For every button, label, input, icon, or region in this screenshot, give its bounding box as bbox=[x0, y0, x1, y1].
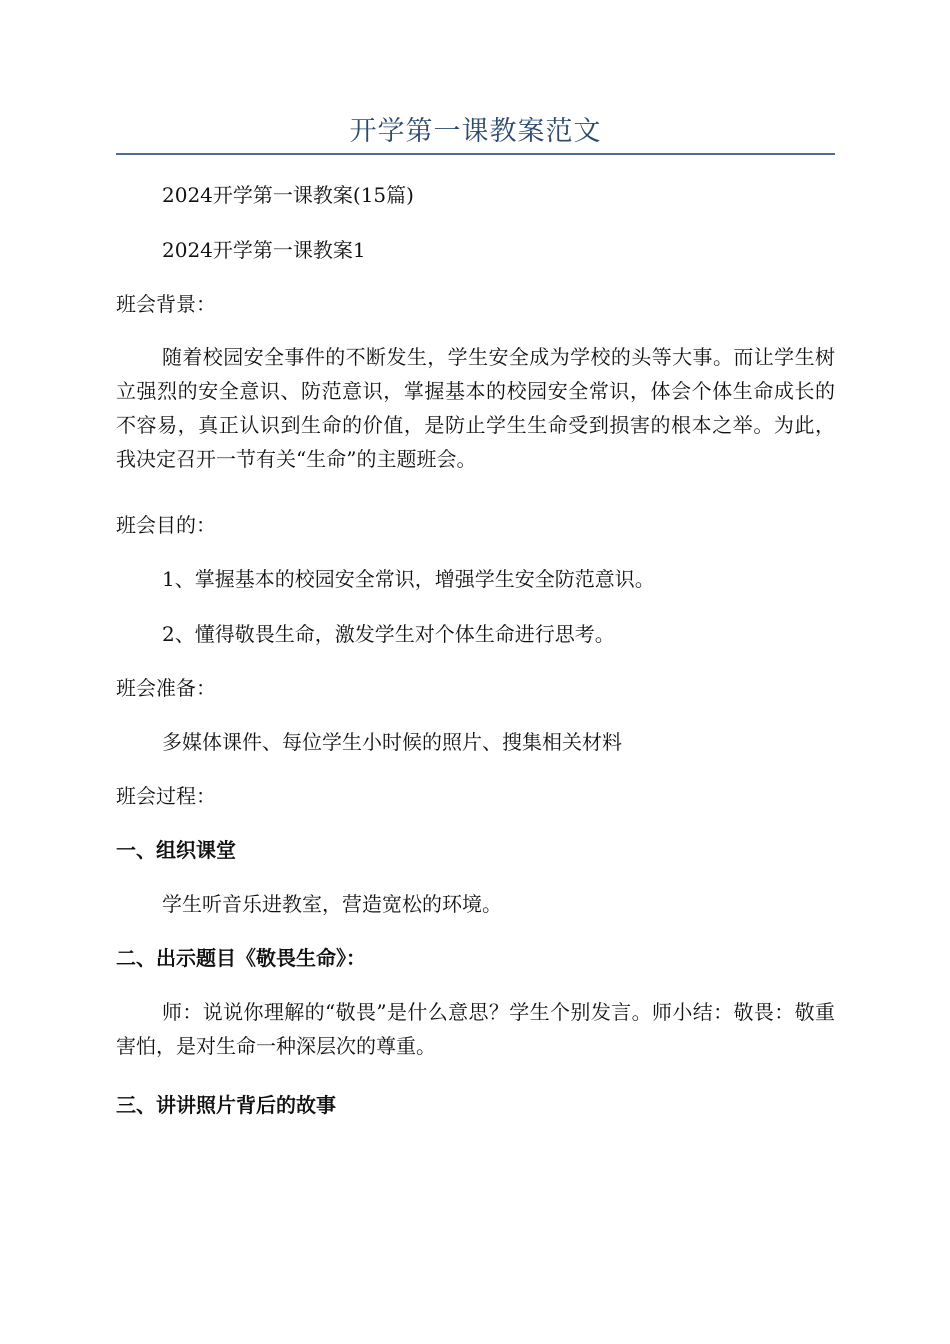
preparation-heading: 班会准备： bbox=[116, 676, 216, 700]
section-2-heading: 二、出示题目《敬畏生命》： bbox=[116, 946, 366, 970]
preparation-body: 多媒体课件、每位学生小时候的照片、搜集相关材料 bbox=[162, 730, 622, 754]
section-2-paragraph: 师：说说你理解的“敬畏”是什么意思？学生个别发言。师小结：敬畏：敬重害怕，是对生命一种深层次的尊重。 bbox=[116, 1000, 835, 1058]
lesson-heading: 2024开学第一课教案1 bbox=[162, 238, 366, 262]
goal-item-1: 1、掌握基本的校园安全常识，增强学生安全防范意识。 bbox=[162, 567, 655, 591]
subtitle-line: 2024开学第一课教案(15篇) bbox=[162, 183, 414, 207]
section-3-heading: 三、讲讲照片背后的故事 bbox=[116, 1093, 336, 1117]
background-heading: 班会背景： bbox=[116, 292, 216, 316]
goal-item-2: 2、懂得敬畏生命，激发学生对个体生命进行思考。 bbox=[162, 622, 615, 646]
section-1-body: 学生听音乐进教室，营造宽松的环境。 bbox=[162, 892, 502, 916]
title-underline bbox=[116, 153, 835, 155]
section-1-heading: 一、组织课堂 bbox=[116, 838, 236, 862]
document-title: 开学第一课教案范文 bbox=[349, 116, 602, 147]
goal-heading: 班会目的： bbox=[116, 513, 216, 537]
background-paragraph: 随着校园安全事件的不断发生，学生安全成为学校的头等大事。而让学生树立强烈的安全意识、防范意识，掌握基本的校园安全常识，体会个体生命成长的不容易，真正认识到生命的价值，是防止学生生命受到损害的根本之举。为此，我决定召开一节有关“生命”的主题班会。 bbox=[116, 345, 835, 471]
process-heading: 班会过程： bbox=[116, 784, 216, 808]
